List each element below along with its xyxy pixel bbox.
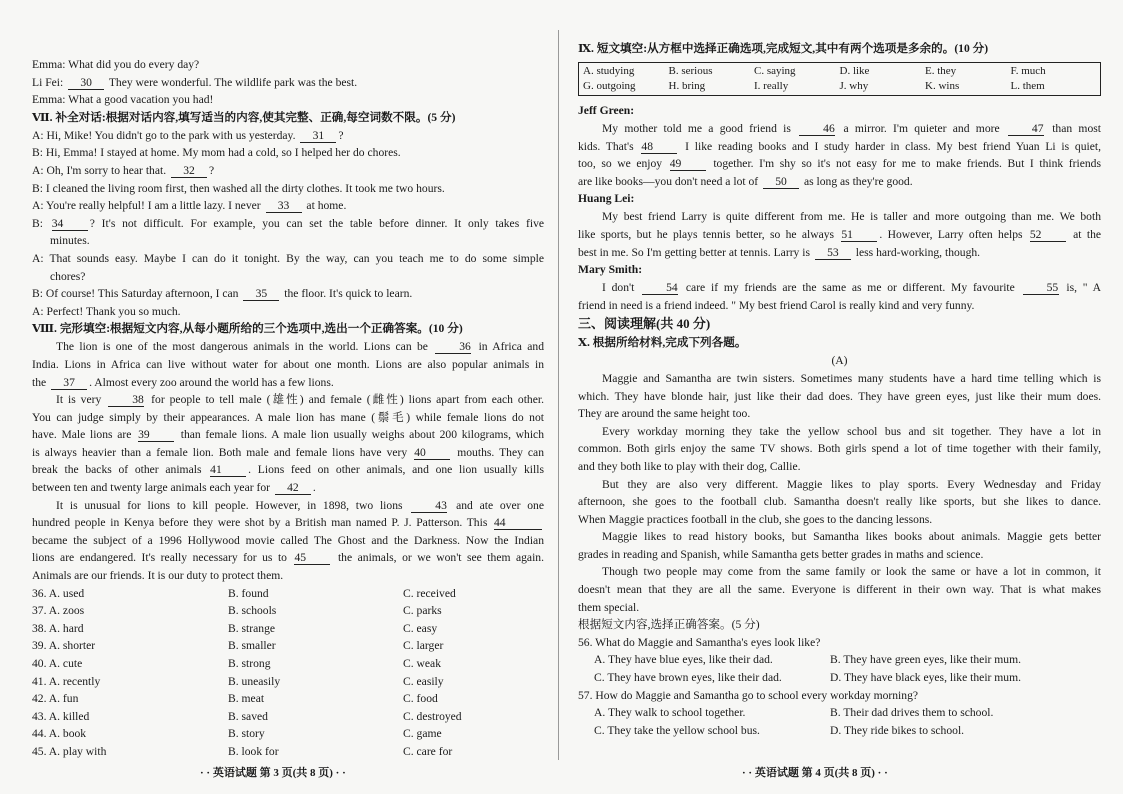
q56-options-row xyxy=(578,669,1101,687)
text-span: too, so we enjoy xyxy=(578,157,668,171)
text-span: A: Hi, Mike! You didn't go to the park with us yesterday. xyxy=(32,128,299,142)
blank-37: 37 xyxy=(51,376,87,390)
option-a: A. They have blue eyes, like their dad. xyxy=(594,653,773,667)
dialog-line xyxy=(32,197,544,215)
blank-49: 49 xyxy=(670,157,706,171)
blank-40: 40 xyxy=(414,446,450,460)
text-span: at home. xyxy=(303,199,347,213)
text-span: as long as they're good. xyxy=(801,174,913,188)
blank-55: 55 xyxy=(1023,281,1059,295)
dialog-line: Emma: What a good vacation you had! xyxy=(32,93,214,107)
blank-53: 53 xyxy=(815,246,851,260)
dialog-line xyxy=(32,127,544,145)
text-span: 36. A. used xyxy=(32,586,85,600)
page-divider xyxy=(558,30,559,760)
blank-34: 34 xyxy=(52,217,88,231)
text-line xyxy=(578,138,1101,156)
text-span: 44. A. book xyxy=(32,727,87,741)
word-option: I. really xyxy=(754,80,789,92)
word-bank-box xyxy=(578,62,1101,96)
blank-43: 43 xyxy=(411,499,447,513)
text-span: 39. A. shorter xyxy=(32,639,96,653)
text-span: are like books—you don't need a lot of xyxy=(578,174,762,188)
text-line xyxy=(32,497,544,515)
text-span: The lion is one of the most dangerous animals in the world. Lions can be xyxy=(56,340,434,354)
option-row xyxy=(32,602,544,620)
text-line: grades in reading and Spanish, while Samantha gets better grades in maths and science. xyxy=(578,547,984,561)
text-line xyxy=(32,444,544,462)
text-line: which. They have blonde hair, just like their dad does. They have green eyes, just like their mum does. xyxy=(578,389,1101,403)
option-row xyxy=(32,690,544,708)
word-option: D. like xyxy=(839,65,870,77)
option-b: B. They have green eyes, like their mum. xyxy=(830,653,1022,667)
text-line xyxy=(578,155,1101,173)
text-span: the animals, or we won't see them again. xyxy=(332,551,544,565)
text-span: is, " A xyxy=(1060,281,1102,295)
text-span: 40. A. cute xyxy=(32,657,83,670)
question-57: 57. How do Maggie and Samantha go to school every workday morning? xyxy=(578,688,919,702)
option-d: D. They ride bikes to school. xyxy=(830,723,965,737)
text-span: A: Oh, I'm sorry to hear that. xyxy=(32,163,169,177)
blank-39: 39 xyxy=(138,428,174,442)
text-span: 42. A. fun xyxy=(32,692,79,706)
cloze-options xyxy=(32,585,544,761)
text-line: But they are also very different. Maggie likes to play sports. Every Wednesday and Friday xyxy=(602,477,1101,491)
text-span: than female lions. A male lion usually weighs about 200 kilograms, which xyxy=(176,428,544,442)
option-row xyxy=(32,708,544,726)
option-row xyxy=(32,637,544,655)
text-line xyxy=(578,173,1101,191)
text-span: C. easy xyxy=(403,621,438,635)
text-span: My best friend Larry is quite different from me. He is taller and more outgoing than me. We both xyxy=(602,210,1101,224)
text-span: B. meat xyxy=(228,692,265,706)
text-span: I like reading books and I study harder in class. My best friend Yuan Li is quiet, xyxy=(679,139,1101,153)
page-4 xyxy=(562,0,1123,794)
text-span: together. I'm shy so it's not easy for me to make friends. But I think friends xyxy=(707,157,1101,171)
speaker-name: Jeff Green: xyxy=(578,104,635,117)
question-56: 56. What do Maggie and Samantha's eyes look like? xyxy=(578,635,821,649)
text-line: common. Both girls enjoy the same TV shows. Both girls spend a lot of time together with their family, xyxy=(578,442,1101,456)
dialog-line: A: Perfect! Thank you so much. xyxy=(32,304,181,318)
text-span: B. uneasily xyxy=(228,674,281,688)
text-span: ? It's not difficult. For example, you can set the table before dinner. It only takes five xyxy=(89,216,545,230)
question-instruction: 根据短文内容,选择正确答案。(5 分) xyxy=(578,618,760,632)
text-span: B. found xyxy=(228,586,269,600)
text-line: Maggie likes to read history books, but Samantha likes books about animals. Maggie gets better xyxy=(602,530,1101,544)
text-line xyxy=(578,208,1101,226)
dialog-line xyxy=(32,215,544,233)
blank-45: 45 xyxy=(294,551,330,565)
blank-46: 46 xyxy=(799,122,835,136)
option-row xyxy=(32,743,544,761)
text-span: B. story xyxy=(228,727,265,741)
text-span: C. larger xyxy=(403,639,444,653)
text-line: afternoon, she goes to the football club. Samantha doesn't really like sports, but she likes to dance. xyxy=(578,495,1101,509)
text-span: B. strange xyxy=(228,621,276,635)
section-7-title: Ⅶ. 补全对话:根据对话内容,填写适当的内容,使其完整、正确,每空词数不限。(5 分) xyxy=(32,110,456,124)
text-line xyxy=(32,338,544,356)
text-span: They were wonderful. The wildlife park was the best. xyxy=(106,75,358,89)
text-span: B. strong xyxy=(228,657,271,670)
blank-36: 36 xyxy=(435,340,471,354)
blank-30: 30 xyxy=(68,76,104,90)
text-span: care if my friends are the same as me or different. My favourite xyxy=(680,281,1021,295)
text-span: the floor. It's quick to learn. xyxy=(281,287,413,301)
word-option: C. saying xyxy=(754,65,796,77)
dialog-line: A: That sounds easy. Maybe I can do it tonight. By the way, can you teach me to do some simple xyxy=(32,251,544,265)
text-span: You can judge simply by their appearances. A male lion has mane (鬃毛) while female lions do not xyxy=(32,410,544,424)
text-span: C. care for xyxy=(403,744,453,758)
text-span: and ate over one xyxy=(449,498,544,512)
text-span: mouths. They can xyxy=(452,445,545,459)
text-line xyxy=(32,374,544,392)
text-span: at the xyxy=(1067,227,1102,241)
text-span: India. Lions in Africa can live without water for about one month. Lions are also popular animals in xyxy=(32,357,544,371)
text-line: doesn't mean that they are all the same. Everyone is different in their own way. That is what makes xyxy=(578,583,1101,597)
text-span: C. destroyed xyxy=(403,709,462,723)
text-span: . Almost every zoo around the world has a few lions. xyxy=(89,375,334,389)
word-option: G. outgoing xyxy=(583,80,636,92)
cloze-paragraph-1 xyxy=(32,338,544,391)
text-span: 38. A. hard xyxy=(32,621,84,635)
blank-35: 35 xyxy=(243,287,279,301)
q57-options-row xyxy=(578,704,1101,722)
page-footer: · · 英语试题 第 4 页(共 8 页) · · xyxy=(742,767,888,779)
dialog-line: minutes. xyxy=(50,234,90,248)
word-option: H. bring xyxy=(668,80,706,92)
option-c: C. They have brown eyes, like their dad. xyxy=(594,671,782,685)
dialog-line: chores? xyxy=(50,269,86,283)
text-span: ? xyxy=(338,128,344,142)
text-span: hundred people in Kenya before they were shot by a British man named P. J. Patterson. This xyxy=(32,516,492,530)
text-line xyxy=(32,549,544,567)
option-row xyxy=(32,620,544,638)
blank-51: 51 xyxy=(841,228,877,242)
text-line xyxy=(578,279,1101,297)
text-span: less hard-working, though. xyxy=(852,245,981,259)
text-span: C. received xyxy=(403,586,456,600)
dialog-line xyxy=(32,285,544,303)
blank-31: 31 xyxy=(300,129,336,143)
text-line xyxy=(578,297,1101,315)
text-span: C. game xyxy=(403,727,442,741)
text-span: the xyxy=(32,375,50,389)
text-line xyxy=(32,426,544,444)
blank-44: 44 xyxy=(494,516,542,530)
blank-54: 54 xyxy=(642,281,678,295)
text-span: a mirror. I'm quieter and more xyxy=(837,122,1006,135)
cloze-paragraph-2 xyxy=(32,391,544,497)
speaker-name: Huang Lei: xyxy=(578,192,635,206)
text-span: My mother told me a good friend is xyxy=(602,122,798,135)
text-span: became the subject of a 1996 Hollywood movie called The Ghost and the Darkness. Now the Indian xyxy=(32,533,544,547)
text-span: C. weak xyxy=(403,657,441,670)
text-line xyxy=(32,514,544,532)
text-span: than most xyxy=(1045,122,1101,135)
text-span: B. look for xyxy=(228,744,279,758)
text-span: 43. A. killed xyxy=(32,709,90,723)
text-span: It is very xyxy=(56,393,107,407)
text-line xyxy=(32,409,544,427)
option-a: A. They walk to school together. xyxy=(594,706,746,720)
blank-33: 33 xyxy=(266,199,302,213)
section-9-title: Ⅸ. 短文填空:从方框中选择正确选项,完成短文,其中有两个选项是多余的。(10 分) xyxy=(578,42,989,55)
text-span: friend in need is a friend indeed. " My best friend Carol is really kind and very funny. xyxy=(578,298,975,312)
text-span: C. food xyxy=(403,692,438,706)
option-d: D. They have black eyes, like their mum. xyxy=(830,671,1022,685)
word-option: J. why xyxy=(839,80,869,92)
text-span: Animals are our friends. It is our duty to protect them. xyxy=(32,569,284,583)
text-span: like sports, but he plays tennis better, so he always xyxy=(578,227,840,241)
text-line xyxy=(32,391,544,409)
word-option: L. them xyxy=(1010,80,1045,92)
blank-42: 42 xyxy=(275,481,311,495)
text-span: best in me. So I'm getting better at tennis. Larry is xyxy=(578,245,813,259)
text-span: between ten and twenty large animals each year for xyxy=(32,481,273,495)
text-line: Though two people may come from the same family or look the same or have a lot in common, it xyxy=(602,565,1101,579)
text-span: 41. A. recently xyxy=(32,674,101,688)
text-span: I don't xyxy=(602,281,641,295)
option-row xyxy=(32,725,544,743)
blank-41: 41 xyxy=(210,463,246,477)
dialog-line xyxy=(32,74,544,92)
text-span: C. parks xyxy=(403,604,442,618)
text-line xyxy=(578,226,1101,244)
dialog-line xyxy=(32,162,544,180)
text-span: is always heavier than a female lion. Both male and female lions have very xyxy=(32,445,413,459)
dialog-line: B: Hi, Emma! I stayed at home. My mom had a cold, so I helped her do chores. xyxy=(32,146,401,160)
option-row xyxy=(32,655,544,673)
text-span: It is unusual for lions to kill people. However, in 1898, two lions xyxy=(56,498,410,512)
reading-passage xyxy=(578,370,1101,616)
blank-47: 47 xyxy=(1008,122,1044,136)
section-8-title: Ⅷ. 完形填空:根据短文内容,从每小题所给的三个选项中,选出一个正确答案。(10 分) xyxy=(32,322,463,336)
text-span: B. schools xyxy=(228,604,277,618)
text-span: . However, Larry often helps xyxy=(879,227,1028,241)
text-line: When Maggie practices football in the club, she goes to the dancing lessons. xyxy=(578,512,933,526)
blank-50: 50 xyxy=(763,175,799,189)
text-line xyxy=(32,532,544,550)
text-span: A: You're really helpful! I am a little lazy. I never xyxy=(32,199,264,213)
text-line xyxy=(32,567,544,585)
text-span: . Lions feed on other animals, and one lion usually kills xyxy=(248,463,544,477)
word-option: K. wins xyxy=(925,80,960,92)
text-span: break the backs of other animals xyxy=(32,463,209,477)
text-span: have. Male lions are xyxy=(32,428,137,442)
text-line xyxy=(32,356,544,374)
text-span: Li Fei: xyxy=(32,75,67,89)
text-span: B. smaller xyxy=(228,639,276,653)
text-span: kids. That's xyxy=(578,139,640,153)
text-line xyxy=(578,120,1101,138)
blank-38: 38 xyxy=(108,393,144,407)
text-span: B: xyxy=(32,216,50,230)
dialog-line: Emma: What did you do every day? xyxy=(32,58,200,71)
page-3 xyxy=(0,0,558,794)
option-row xyxy=(32,585,544,603)
q56-options-row xyxy=(578,651,1101,669)
text-line: and they both like to play with their dog, Callie. xyxy=(578,459,801,473)
text-line: them special. xyxy=(578,600,640,614)
cloze-paragraph-3 xyxy=(32,497,544,585)
word-option: B. serious xyxy=(668,65,713,77)
word-option: F. much xyxy=(1010,65,1046,77)
text-span: B. saved xyxy=(228,709,268,723)
option-b: B. Their dad drives them to school. xyxy=(830,706,994,720)
page-footer: · · 英语试题 第 3 页(共 8 页) · · xyxy=(200,767,346,779)
option-row xyxy=(32,673,544,691)
option-c: C. They take the yellow school bus. xyxy=(594,723,760,737)
text-span: for people to tell male (雄性) and female (雌性) lions apart from each other. xyxy=(146,393,544,407)
part-3-title: 三、阅读理解(共 40 分) xyxy=(578,316,711,332)
text-span: ? xyxy=(209,163,215,177)
text-line: Every workday morning they take the yellow school bus and sit together. They have a lot in xyxy=(602,424,1101,438)
word-option: A. studying xyxy=(583,65,635,77)
text-line: They are around the same height too. xyxy=(578,407,751,421)
text-line xyxy=(32,479,544,497)
dialog-line: B: I cleaned the living room first, then washed all the dirty clothes. It took me two hours. xyxy=(32,181,445,195)
text-line xyxy=(32,461,544,479)
text-span: . xyxy=(312,481,316,495)
word-option: E. they xyxy=(925,65,957,77)
blank-52: 52 xyxy=(1030,228,1066,242)
text-span: B: Of course! This Saturday afternoon, I can xyxy=(32,287,242,301)
blank-32: 32 xyxy=(171,164,207,178)
q57-options-row xyxy=(578,722,1101,740)
passage-label: (A) xyxy=(831,354,848,368)
text-span: C. easily xyxy=(403,674,444,688)
text-span: 37. A. zoos xyxy=(32,604,85,618)
blank-48: 48 xyxy=(641,140,677,154)
speaker-name: Mary Smith: xyxy=(578,263,643,277)
text-span: lions are endangered. It's really necessary for us to xyxy=(32,551,293,565)
text-line xyxy=(578,244,1101,262)
text-span: 45. A. play with xyxy=(32,744,107,758)
text-span: in Africa and xyxy=(473,340,544,354)
section-10-title: Ⅹ. 根据所给材料,完成下列各题。 xyxy=(578,336,747,350)
text-line: Maggie and Samantha are twin sisters. Sometimes many students have a hard time telling which is xyxy=(602,371,1101,385)
